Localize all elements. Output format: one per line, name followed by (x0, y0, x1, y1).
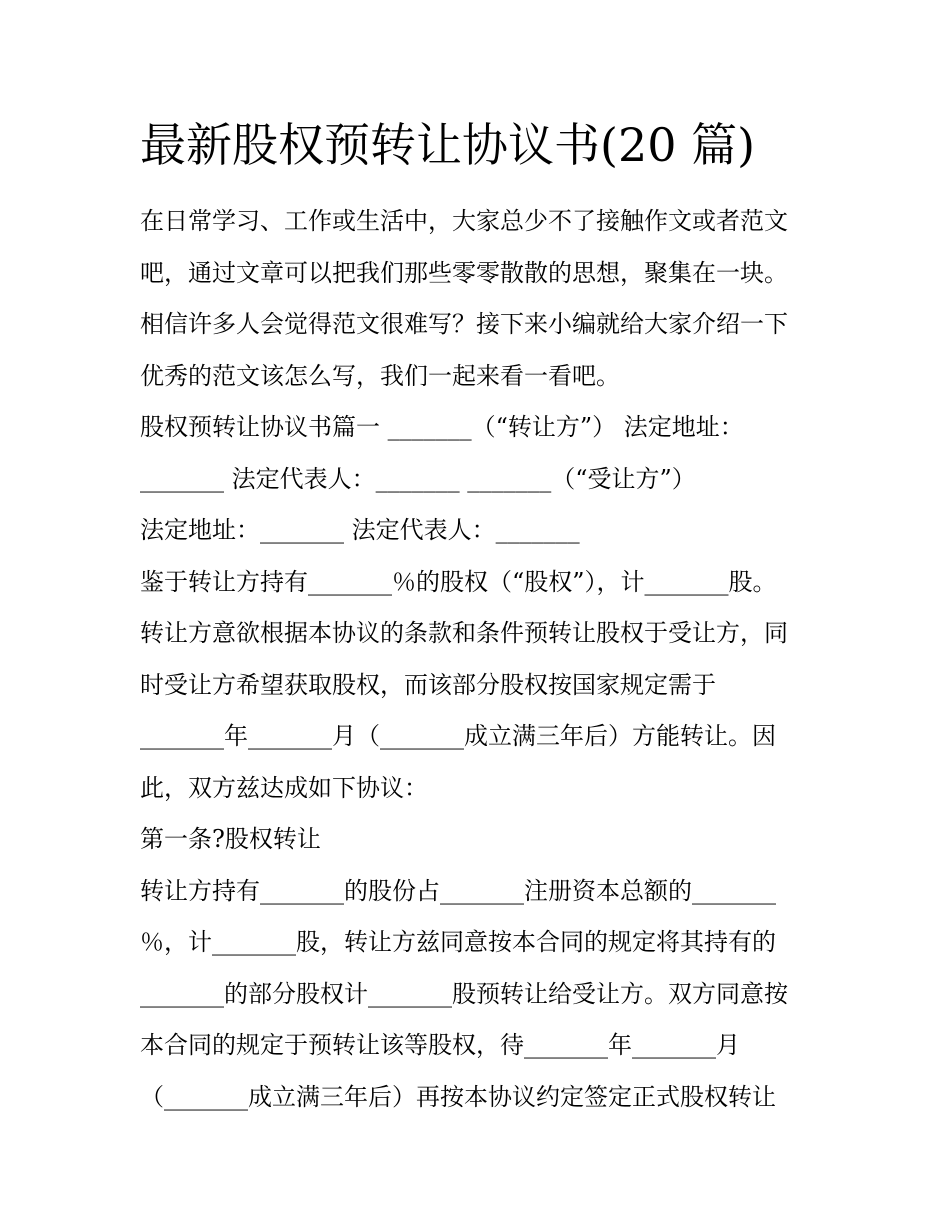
body-line-recital-2: 转让方意欲根据本协议的条款和条件预转让股权于受让方，同 (140, 619, 788, 647)
section-heading-article-1: 第一条?股权转让 (140, 825, 321, 853)
body-line-article-1-5: （_______成立满三年后）再按本协议约定签定正式股权转让 (140, 1082, 776, 1111)
document-title: 最新股权预转让协议书(20 篇) (140, 118, 756, 172)
body-line-recital-1: 鉴于转让方持有_______％的股权（“股权”），计_______股。 (140, 567, 777, 596)
body-line-party-transferee: _______ 法定代表人：_______ _______（“受让方”） (140, 464, 696, 493)
body-line-intro-4: 优秀的范文该怎么写，我们一起来看一看吧。 (140, 361, 620, 390)
body-line-recital-3: 时受让方希望获取股权，而该部分股权按国家规定需于 (140, 670, 716, 699)
body-line-intro-2: 吧，通过文章可以把我们那些零零散散的思想，聚集在一块。 (140, 258, 788, 287)
body-line-article-1-3: _______的部分股权计_______股预转让给受让方。双方同意按 (140, 979, 788, 1008)
body-line-intro-3: 相信许多人会觉得范文很难写？接下来小编就给大家介绍一下 (140, 310, 788, 338)
body-line-party-transferor: 股权预转让协议书篇一 _______（“转让方”） 法定地址： (140, 413, 744, 441)
body-line-recital-4: _______年_______月（_______成立满三年后）方能转让。因 (140, 722, 776, 750)
body-line-article-1-2: ％，计_______股，转让方兹同意按本合同的规定将其持有的 (140, 928, 776, 956)
body-line-transferee-address: 法定地址：_______ 法定代表人：_______ (140, 516, 580, 544)
body-line-article-1-4: 本合同的规定于预转让该等股权，待_______年_______月 (140, 1031, 740, 1059)
body-line-article-1-1: 转让方持有_______的股份占_______注册资本总额的_______ (140, 876, 776, 905)
body-line-intro-1: 在日常学习、工作或生活中，大家总少不了接触作文或者范文 (140, 207, 788, 235)
document-body (140, 196, 820, 1123)
body-line-recital-5: 此，双方兹达成如下协议： (140, 773, 428, 802)
